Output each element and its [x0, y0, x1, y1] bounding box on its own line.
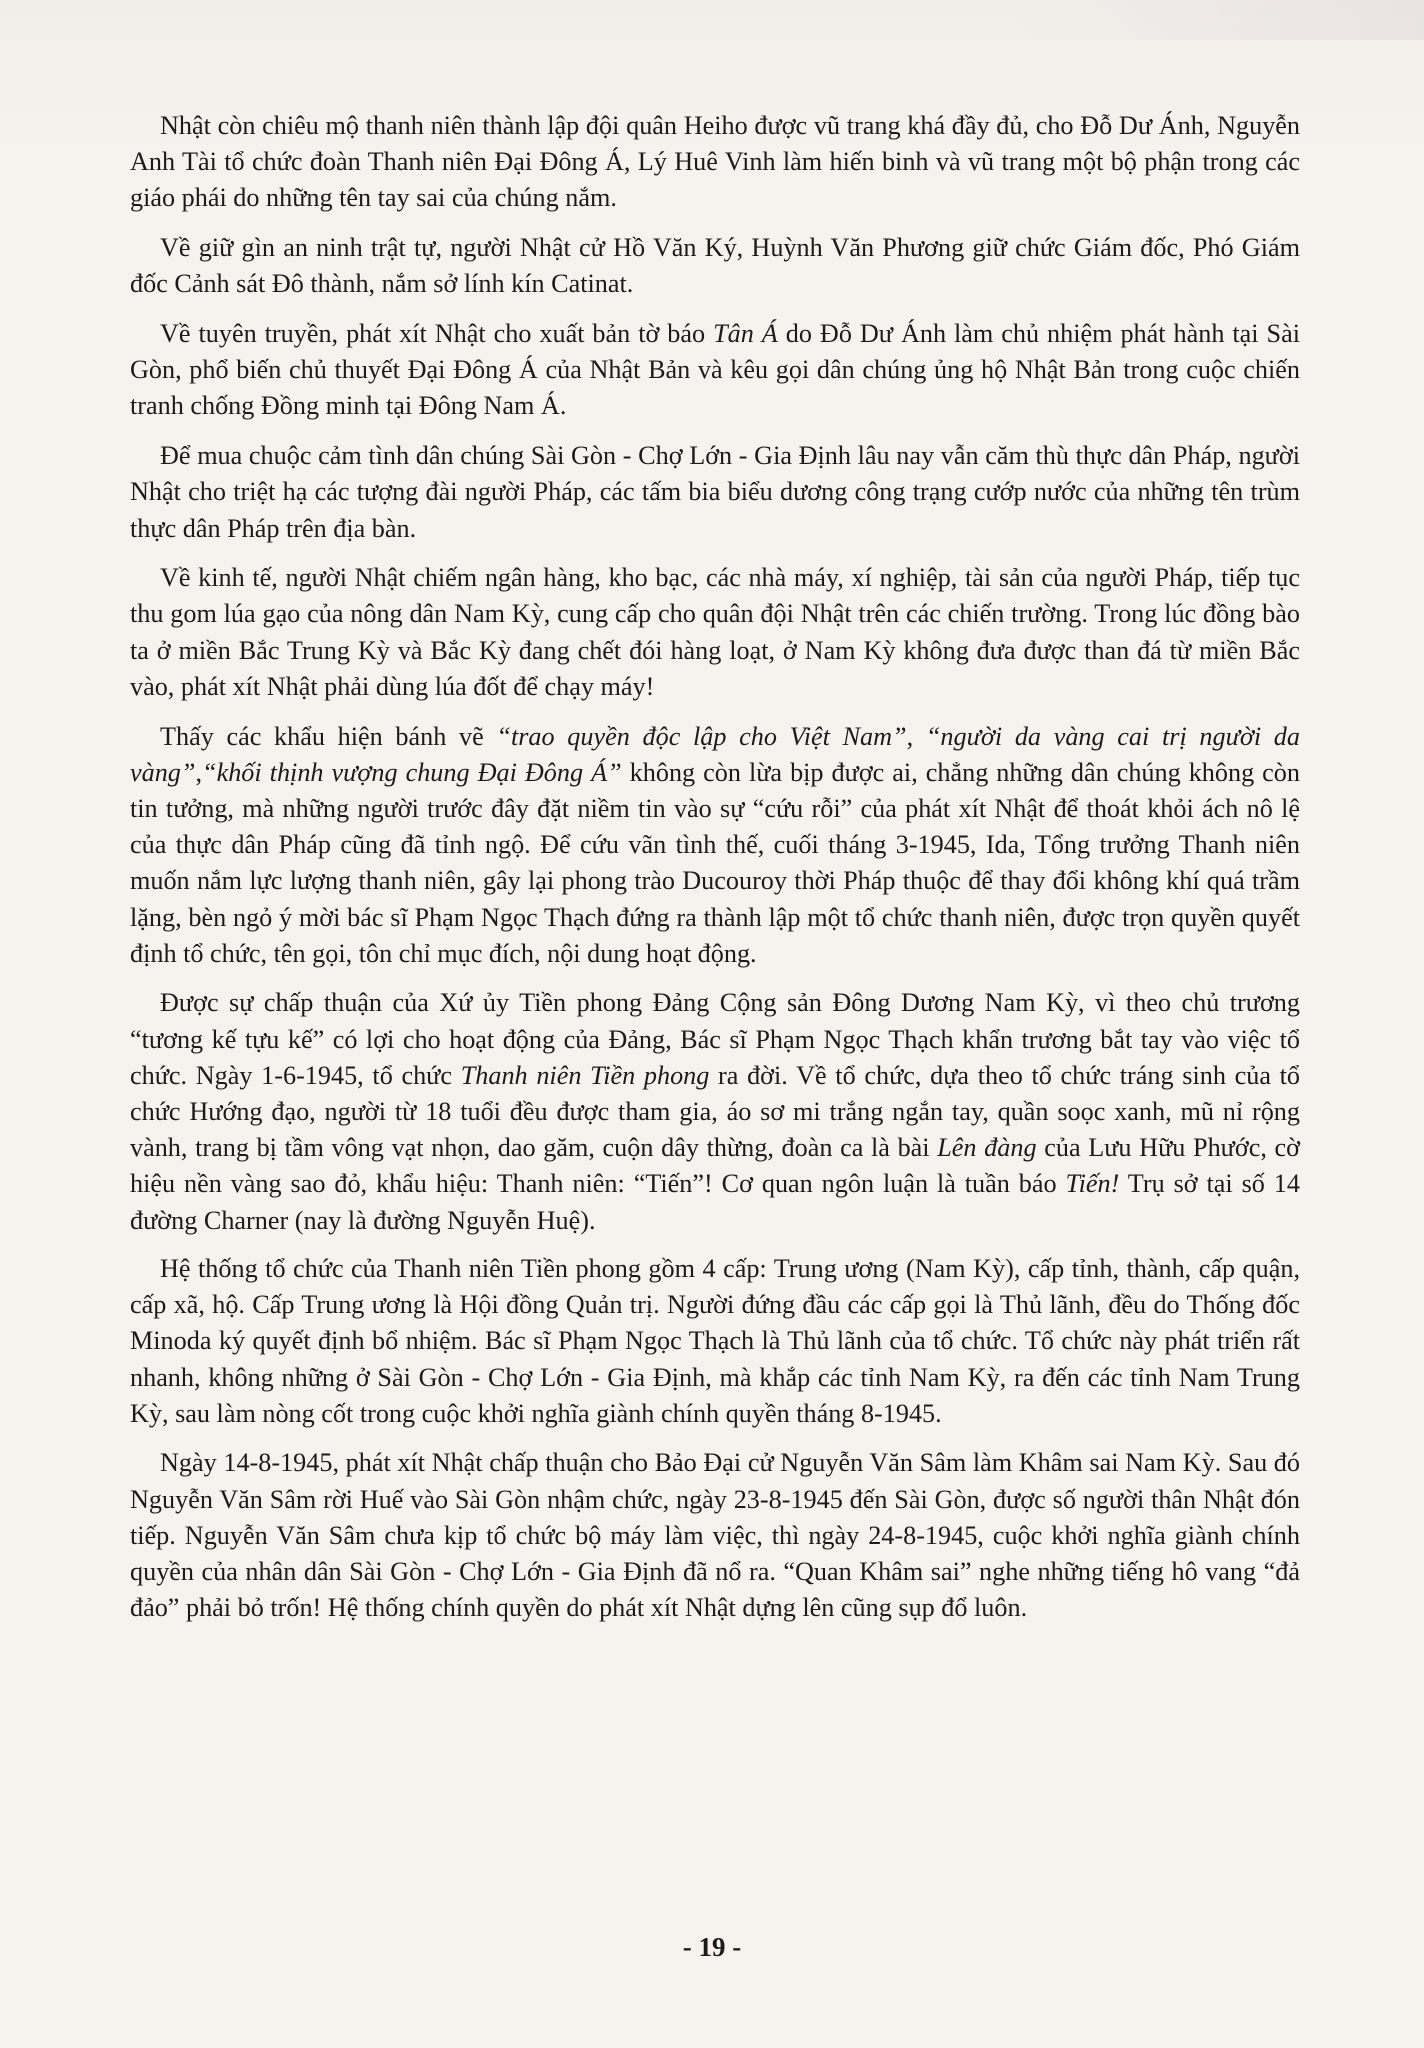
text-run: ,: [195, 757, 203, 787]
body-text: [130, 108, 1300, 1640]
text-run: Được sự chấp thuận của Xứ ủy Tiền phong Đảng Cộng sản Đông Dương Nam Kỳ, vì theo chủ trương “tương kế tựu kế” có lợi cho hoạt động của Đảng, Bác sĩ Phạm Ngọc Thạch khẩn trương bắt tay vào việc tổ chức. Ngày 1-6-1945, tổ chức: [130, 988, 1300, 1090]
text-run: ra đời. Về tổ chức, dựa theo tổ chức tráng sinh của tổ chức Hướng đạo, người từ 18 tuổi đều được tham gia, áo sơ mi trắng ngắn tay, quần soọc xanh, mũ nỉ rộng vành, trang bị tầm vông vạt nhọn, dao găm, cuộn dây thừng, đoàn ca là bài: [130, 1060, 1300, 1163]
text-run: Về giữ gìn an ninh trật tự, người Nhật cử Hồ Văn Ký, Huỳnh Văn Phương giữ chức Giám đốc, Phó Giám đốc Cảnh sát Đô thành, nắm sở lính kín Catinat.: [130, 233, 1300, 299]
italic-text: “trao quyền độc lập cho Việt Nam”: [496, 721, 907, 751]
paragraph-p1: [130, 108, 1300, 217]
paragraph-p8: [130, 1251, 1300, 1432]
paragraph-p3: [130, 316, 1300, 425]
text-run: không còn lừa bịp được ai, chẳng những dân chúng không còn tin tưởng, mà những người trước đây đặt niềm tin vào sự “cứu rỗi” của phát xít Nhật để thoát khỏi ách nô lệ của thực dân Pháp cũng đã tỉnh ngộ. Để cứu vãn tình thế, cuối tháng 3-1945, Ida, Tổng trưởng Thanh niên muốn nắm lực lượng thanh niên, gây lại phong trào Ducouroy thời Pháp thuộc để thay đổi không khí quá trầm lặng, bèn ngỏ ý mời bác sĩ Phạm Ngọc Thạch đứng ra thành lập một tổ chức thanh niên, được trọn quyền quyết định tổ chức, tên gọi, tôn chỉ mục đích, nội dung hoạt động.: [130, 757, 1300, 968]
paragraph-p4: [130, 438, 1300, 547]
text-run: của Lưu Hữu Phước, cờ hiệu nền vàng sao đỏ, khẩu hiệu: Thanh niên: “Tiến”! Cơ quan ngôn luận là tuần báo: [130, 1133, 1301, 1199]
italic-text: Thanh niên Tiền phong: [460, 1060, 710, 1090]
text-run: Về tuyên truyền, phát xít Nhật cho xuất bản tờ báo: [160, 319, 714, 349]
text-run: Hệ thống tổ chức của Thanh niên Tiền phong gồm 4 cấp: Trung ương (Nam Kỳ), cấp tỉnh, thành, cấp quận, cấp xã, hộ. Cấp Trung ương là Hội đồng Quản trị. Người đứng đầu các cấp gọi là Thủ lãnh, đều do Thống đốc Minoda ký quyết định bổ nhiệm. Bác sĩ Phạm Ngọc Thạch là Thủ lãnh của tổ chức. Tổ chức này phát triển rất nhanh, không những ở Sài Gòn - Chợ Lớn - Gia Định, mà khắp các tỉnh Nam Kỳ, ra đến các tỉnh Nam Trung Kỳ, sau làm nòng cốt trong cuộc khởi nghĩa giành chính quyền tháng 8-1945.: [130, 1253, 1300, 1428]
paragraph-p6: [130, 719, 1300, 972]
text-run: Để mua chuộc cảm tình dân chúng Sài Gòn - Chợ Lớn - Gia Định lâu nay vẫn căm thù thực dân Pháp, người Nhật cho triệt hạ các tượng đài người Pháp, các tấm bia biểu dương công trạng cướp nước của những tên trùm thực dân Pháp trên địa bàn.: [130, 441, 1300, 543]
italic-text: Lên đàng: [937, 1133, 1037, 1163]
text-run: Trụ sở tại số 14 đường Charner (nay là đường Nguyễn Huệ).: [130, 1169, 1300, 1235]
text-run: do Đỗ Dư Ánh làm chủ nhiệm phát hành tại Sài Gòn, phổ biến chủ thuyết Đại Đông Á của Nhật Bản và kêu gọi dân chúng ủng hộ Nhật Bản trong cuộc chiến tranh chống Đồng minh tại Đông Nam Á.: [130, 319, 1300, 421]
paragraph-p7: [130, 985, 1300, 1238]
text-run: Nhật còn chiêu mộ thanh niên thành lập đội quân Heiho được vũ trang khá đầy đủ, cho Đỗ Dư Ánh, Nguyễn Anh Tài tổ chức đoàn Thanh niên Đại Đông Á, Lý Huê Vinh làm hiến binh và vũ trang một bộ phận trong các giáo phái do những tên tay sai của chúng nắm.: [130, 111, 1300, 213]
italic-text: Tân Á: [713, 319, 778, 349]
italic-text: “khối thịnh vượng chung Đại Đông Á”: [202, 757, 622, 787]
paragraph-p5: [130, 560, 1300, 705]
page-corner-shadow: [1004, 0, 1424, 40]
text-run: Về kinh tế, người Nhật chiếm ngân hàng, kho bạc, các nhà máy, xí nghiệp, tài sản của người Pháp, tiếp tục thu gom lúa gạo của nông dân Nam Kỳ, cung cấp cho quân đội Nhật trên các chiến trường. Trong lúc đồng bào ta ở miền Bắc Trung Kỳ và Bắc Kỳ đang chết đói hàng loạt, ở Nam Kỳ không đưa được than đá từ miền Bắc vào, phát xít Nhật phải dùng lúa đốt để chạy máy!: [130, 563, 1300, 701]
text-run: ,: [906, 721, 926, 751]
italic-text: Tiến!: [1065, 1169, 1120, 1199]
italic-text: “người da vàng cai trị người da vàng”: [130, 721, 1300, 787]
paragraph-p9: [130, 1445, 1300, 1626]
paragraph-p2: [130, 230, 1300, 302]
page-number: - 19 -: [682, 1932, 742, 1962]
text-run: Thấy các khẩu hiện bánh vẽ: [160, 721, 497, 751]
text-run: Ngày 14-8-1945, phát xít Nhật chấp thuận cho Bảo Đại cử Nguyễn Văn Sâm làm Khâm sai Nam Kỳ. Sau đó Nguyễn Văn Sâm rời Huế vào Sài Gòn nhậm chức, ngày 23-8-1945 đến Sài Gòn, được số người thân Nhật đón tiếp. Nguyễn Văn Sâm chưa kịp tổ chức bộ máy làm việc, thì ngày 24-8-1945, cuộc khởi nghĩa giành chính quyền của nhân dân Sài Gòn - Chợ Lớn - Gia Định đã nổ ra. “Quan Khâm sai” nghe những tiếng hô vang “đả đảo” phải bỏ trốn! Hệ thống chính quyền do phát xít Nhật dựng lên cũng sụp đổ luôn.: [130, 1448, 1300, 1623]
